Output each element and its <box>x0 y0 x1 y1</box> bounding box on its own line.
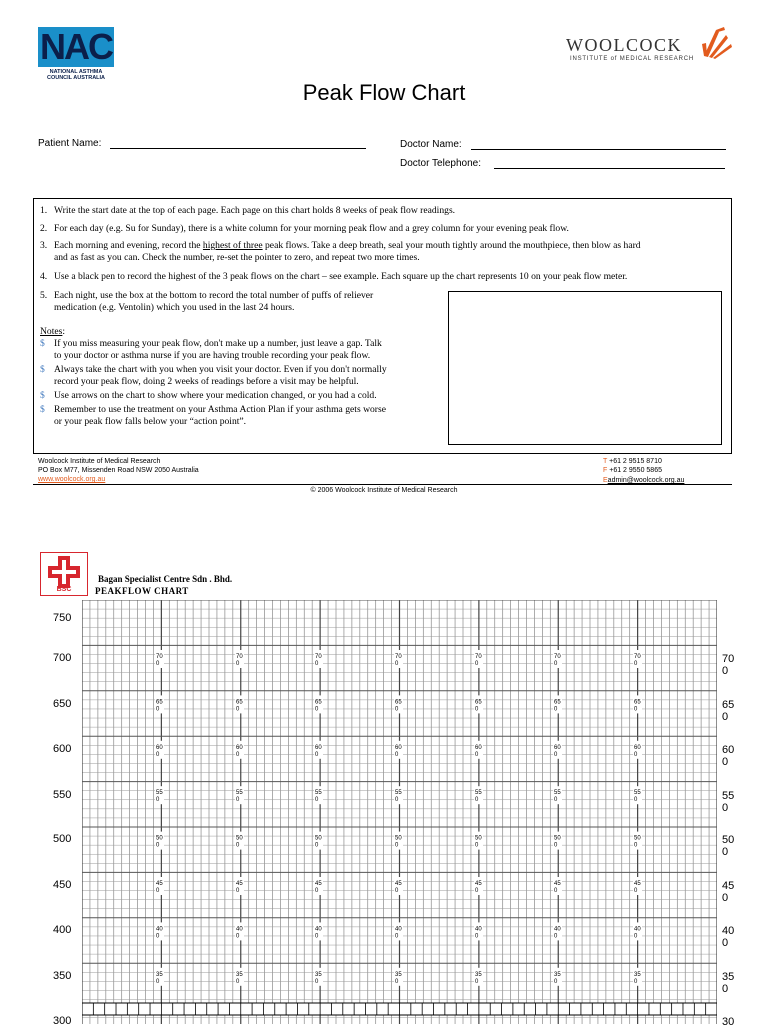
fax-label: F <box>603 467 608 474</box>
grid-label-value: 55 <box>236 790 243 797</box>
page-title: Peak Flow Chart <box>302 80 466 105</box>
instruction-text: For each day (e.g. Su for Sunday), there is a white column for your morning peak flow and a grey column for your evening peak flow. <box>54 223 569 234</box>
woolcock-logo-name: WOOLCOCK <box>566 35 682 55</box>
grid-label-value: 55 <box>156 790 163 797</box>
grid-label-value: 40 <box>156 926 163 933</box>
footer-website-link[interactable]: www.woolcock.org.au <box>38 476 106 483</box>
note-bullet-icon: $ <box>40 404 45 415</box>
bsc-logo-text: BSC <box>56 586 72 593</box>
grid-label-value: 45 <box>315 881 322 887</box>
woolcock-logo-subtitle: INSTITUTE of MEDICAL RESEARCH <box>570 56 694 62</box>
grid-label-value: 60 <box>634 744 641 751</box>
right-label-bottom: 0 <box>722 802 729 814</box>
right-label-bottom: 0 <box>722 711 729 723</box>
grid-label-value: 65 <box>554 699 561 706</box>
grid-label-suffix: 0 <box>156 706 160 713</box>
woolcock-leaf-icon <box>700 26 734 60</box>
grid-label-value: 45 <box>475 881 482 887</box>
phone-value: +61 2 9515 8710 <box>609 458 662 465</box>
grid-label-suffix: 0 <box>634 888 638 894</box>
right-label-top: 55 <box>722 790 735 802</box>
note-bullet-icon: $ <box>40 338 45 349</box>
bsc-logo <box>40 552 88 596</box>
footer-fax <box>603 466 662 475</box>
doctor-name-field[interactable] <box>471 149 726 150</box>
note-text: Use arrows on the chart to show where your medication changed, or you had a cold. <box>54 390 377 401</box>
instruction-text-part: Each morning and evening, record the <box>54 240 203 251</box>
chart-title: PEAKFLOW CHART <box>95 586 189 596</box>
doctor-telephone-field[interactable] <box>494 168 725 169</box>
grid-label-suffix: 0 <box>554 661 558 667</box>
example-box <box>448 291 722 445</box>
doctor-telephone-label: Doctor Telephone: <box>400 158 481 169</box>
grid-label-suffix: 0 <box>395 888 399 894</box>
grid-label-value: 35 <box>156 971 163 978</box>
grid-label-value: 65 <box>634 699 641 706</box>
right-label-top: 35 <box>722 971 735 983</box>
grid-label-value: 65 <box>475 699 482 706</box>
grid-label-value: 70 <box>156 654 163 660</box>
note-text: If you miss measuring your peak flow, don't make up a number, just leave a gap. Talk <box>54 338 382 349</box>
email-label: E <box>603 477 608 484</box>
note-text: Remember to use the treatment on your Asthma Action Plan if your asthma gets worse <box>54 404 386 415</box>
patient-name-label: Patient Name: <box>38 138 102 149</box>
grid-label-suffix: 0 <box>475 888 479 894</box>
grid-label-suffix: 0 <box>395 751 399 758</box>
grid-label-suffix: 0 <box>634 978 638 985</box>
right-label-450 <box>722 880 734 904</box>
grid-label-suffix: 0 <box>554 706 558 713</box>
grid-label-suffix: 0 <box>236 706 240 713</box>
grid-label-suffix: 0 <box>315 978 319 985</box>
grid-label-suffix: 0 <box>554 797 558 804</box>
patient-name-field[interactable] <box>110 148 366 149</box>
grid-label-value: 50 <box>315 835 322 842</box>
grid-label-value: 45 <box>634 881 641 887</box>
note-text-line2: record your peak flow, doing 2 weeks of readings before a visit may be helpful. <box>54 376 359 387</box>
grid-label-suffix: 0 <box>156 661 160 667</box>
grid-label-value: 45 <box>395 881 402 887</box>
grid-label-suffix: 0 <box>236 661 240 667</box>
grid-label-suffix: 0 <box>475 661 479 667</box>
notes-heading <box>40 326 65 338</box>
grid-label-value: 40 <box>634 926 641 933</box>
grid-label-suffix: 0 <box>315 751 319 758</box>
footer-phone <box>603 457 662 466</box>
right-label-550 <box>722 790 734 814</box>
grid-label-suffix: 0 <box>554 751 558 758</box>
chart-org-name: Bagan Specialist Centre Sdn . Bhd. <box>98 574 233 584</box>
grid-label-value: 65 <box>156 699 163 706</box>
grid-label-suffix: 0 <box>475 933 479 940</box>
grid-label-value: 70 <box>315 654 322 660</box>
grid-label-suffix: 0 <box>475 797 479 804</box>
grid-label-value: 55 <box>315 790 322 797</box>
grid-label-suffix: 0 <box>634 933 638 940</box>
right-label-bottom: 0 <box>722 937 729 949</box>
right-label-top: 60 <box>722 744 735 756</box>
notes-heading-colon: : <box>62 326 66 337</box>
note-2 <box>40 364 445 388</box>
grid-label-value: 50 <box>395 835 402 842</box>
grid-label-value: 35 <box>634 971 641 978</box>
grid-label-value: 60 <box>395 744 402 751</box>
grid-label-value: 45 <box>236 881 243 887</box>
y-label-700: 700 <box>53 652 72 664</box>
grid-label-suffix: 0 <box>156 751 160 758</box>
grid-label-value: 50 <box>156 835 163 842</box>
grid-label-suffix: 0 <box>554 978 558 985</box>
instruction-number: 2. <box>40 223 48 234</box>
grid-label-suffix: 0 <box>634 751 638 758</box>
grid-label-suffix: 0 <box>395 661 399 667</box>
grid-label-value: 55 <box>634 790 641 797</box>
grid-label-suffix: 0 <box>236 842 240 849</box>
grid-label-value: 35 <box>236 971 243 978</box>
grid-label-value: 55 <box>395 790 402 797</box>
right-label-600 <box>722 744 734 768</box>
instruction-2 <box>40 223 730 236</box>
grid-label-value: 40 <box>315 926 322 933</box>
grid-label-value: 65 <box>315 699 322 706</box>
y-label-600: 600 <box>53 743 72 755</box>
right-label-500 <box>722 834 734 858</box>
grid-label-value: 40 <box>554 926 561 933</box>
grid-label-suffix: 0 <box>634 842 638 849</box>
instruction-number: 4. <box>40 271 48 282</box>
woolcock-logo <box>566 26 736 68</box>
grid-label-value: 70 <box>634 654 641 660</box>
grid-label-value: 50 <box>236 835 243 842</box>
notes-heading-text: Notes <box>40 326 63 337</box>
grid-label-suffix: 0 <box>395 933 399 940</box>
grid-label-value: 35 <box>395 971 402 978</box>
right-label-700 <box>722 653 734 677</box>
email-link[interactable]: admin@woolcock.org.au <box>607 477 685 484</box>
grid-label-suffix: 0 <box>236 797 240 804</box>
grid-label-suffix: 0 <box>315 842 319 849</box>
grid-label-value: 50 <box>554 835 561 842</box>
right-label-bottom: 0 <box>722 846 729 858</box>
grid-label-suffix: 0 <box>315 661 319 667</box>
nac-logo-mark <box>38 27 114 67</box>
grid-label-suffix: 0 <box>156 978 160 985</box>
right-label-top: 65 <box>722 699 735 711</box>
grid-label-suffix: 0 <box>236 888 240 894</box>
right-label-650 <box>722 699 734 723</box>
grid-label-value: 40 <box>236 926 243 933</box>
grid-label-suffix: 0 <box>554 933 558 940</box>
grid-label-suffix: 0 <box>554 842 558 849</box>
instruction-emphasis: highest of three <box>202 240 263 251</box>
grid-label-suffix: 0 <box>156 797 160 804</box>
grid-label-value: 35 <box>475 971 482 978</box>
instruction-text: Use a black pen to record the highest of the 3 peak flows on the chart – see example. Each square up the chart represents 10 on your peak flow meter. <box>54 271 628 282</box>
instruction-3 <box>40 240 730 266</box>
peakflow-grid[interactable] <box>82 600 717 1024</box>
grid-label-suffix: 0 <box>475 751 479 758</box>
footer-copyright: © 2006 Woolcock Institute of Medical Research <box>310 487 458 494</box>
grid-label-suffix: 0 <box>236 978 240 985</box>
footer-address: PO Box M77, Missenden Road NSW 2050 Australia <box>38 467 199 474</box>
instruction-text-line2: and as fast as you can. Check the number, re-set the pointer to zero, and repeat two more times. <box>54 252 420 263</box>
grid-label-suffix: 0 <box>395 797 399 804</box>
right-label-top: 50 <box>722 834 735 846</box>
grid-label-suffix: 0 <box>315 933 319 940</box>
note-3 <box>40 390 445 402</box>
grid-label-suffix: 0 <box>395 978 399 985</box>
grid-label-value: 60 <box>156 744 163 751</box>
y-label-650: 650 <box>53 698 72 710</box>
grid-label-suffix: 0 <box>634 706 638 713</box>
reliever-puffs-row[interactable] <box>82 1003 717 1015</box>
note-text-line2: or your peak flow falls below your “action point”. <box>54 416 247 427</box>
instruction-text-line2: medication (e.g. Ventolin) which you used in the last 24 hours. <box>54 302 295 313</box>
doctor-name-label: Doctor Name: <box>400 139 462 150</box>
grid-label-suffix: 0 <box>315 797 319 804</box>
y-label-300: 300 <box>53 1015 72 1027</box>
instruction-number: 3. <box>40 240 48 251</box>
right-label-top: 30 <box>722 1016 735 1028</box>
grid-label-value: 70 <box>554 654 561 660</box>
grid-label-suffix: 0 <box>315 706 319 713</box>
grid-label-value: 50 <box>475 835 482 842</box>
note-bullet-icon: $ <box>40 364 45 375</box>
nac-logo <box>38 27 114 79</box>
grid-label-value: 45 <box>554 881 561 887</box>
grid-label-value: 60 <box>554 744 561 751</box>
instruction-number: 5. <box>40 290 48 301</box>
right-label-350 <box>722 971 734 995</box>
grid-label-value: 60 <box>315 744 322 751</box>
grid-label-value: 45 <box>156 881 163 887</box>
grid-label-value: 65 <box>236 699 243 706</box>
instruction-text <box>54 240 641 252</box>
grid-label-value: 70 <box>475 654 482 660</box>
grid-label-value: 40 <box>395 926 402 933</box>
grid-label-suffix: 0 <box>554 888 558 894</box>
footer-divider <box>33 484 732 485</box>
grid-label-value: 35 <box>554 971 561 978</box>
grid-label-suffix: 0 <box>395 706 399 713</box>
y-label-500: 500 <box>53 833 72 845</box>
right-label-top: 40 <box>722 925 735 937</box>
fax-value: +61 2 9550 5865 <box>609 467 662 474</box>
right-label-300 <box>722 1016 734 1028</box>
right-label-bottom: 0 <box>722 665 729 677</box>
instruction-1 <box>40 205 730 218</box>
grid-label-suffix: 0 <box>634 797 638 804</box>
grid-label-suffix: 0 <box>475 842 479 849</box>
grid-label-value: 55 <box>554 790 561 797</box>
instruction-5 <box>40 290 440 316</box>
nac-logo-subtitle: NATIONAL ASTHMA COUNCIL AUSTRALIA <box>46 69 106 81</box>
grid-label-suffix: 0 <box>475 978 479 985</box>
nac-logo-letters: NAC <box>40 27 112 67</box>
grid-label-value: 70 <box>395 654 402 660</box>
note-text: Always take the chart with you when you visit your doctor. Even if you don't normally <box>54 364 387 375</box>
grid-label-suffix: 0 <box>475 706 479 713</box>
grid-label-suffix: 0 <box>395 842 399 849</box>
grid-label-suffix: 0 <box>236 933 240 940</box>
grid-label-suffix: 0 <box>156 888 160 894</box>
grid-label-suffix: 0 <box>156 842 160 849</box>
y-label-450: 450 <box>53 879 72 891</box>
grid-label-value: 70 <box>236 654 243 660</box>
note-4 <box>40 404 445 428</box>
right-label-top: 70 <box>722 653 735 665</box>
right-label-bottom: 0 <box>722 756 729 768</box>
right-label-bottom: 0 <box>722 983 729 995</box>
grid-label-suffix: 0 <box>156 933 160 940</box>
instruction-number: 1. <box>40 205 48 216</box>
right-label-400 <box>722 925 734 949</box>
grid-label-value: 55 <box>475 790 482 797</box>
grid-label-suffix: 0 <box>634 661 638 667</box>
grid-label-value: 50 <box>634 835 641 842</box>
y-label-350: 350 <box>53 970 72 982</box>
instruction-text: Write the start date at the top of each page. Each page on this chart holds 8 weeks of peak flow readings. <box>54 205 456 216</box>
grid-label-suffix: 0 <box>315 888 319 894</box>
grid-label-value: 60 <box>236 744 243 751</box>
phone-label: T <box>603 458 608 465</box>
grid-label-value: 35 <box>315 971 322 978</box>
y-label-550: 550 <box>53 789 72 801</box>
right-label-bottom: 0 <box>722 892 729 904</box>
instruction-text-part: peak flows. Take a deep breath, seal your mouth tightly around the mouthpiece, then blow as hard <box>262 240 641 251</box>
instruction-text: Each night, use the box at the bottom to record the total number of puffs of reliever <box>54 290 374 301</box>
grid-label-value: 40 <box>475 926 482 933</box>
y-label-400: 400 <box>53 924 72 936</box>
grid-label-value: 65 <box>395 699 402 706</box>
note-bullet-icon: $ <box>40 390 45 401</box>
instruction-4 <box>40 271 730 284</box>
grid-label-suffix: 0 <box>236 751 240 758</box>
footer-org: Woolcock Institute of Medical Research <box>38 458 161 465</box>
right-label-top: 45 <box>722 880 735 892</box>
grid-label-value: 60 <box>475 744 482 751</box>
note-text-line2: to your doctor or asthma nurse if you are having trouble recording your peak flow. <box>54 350 371 361</box>
note-1 <box>40 338 445 362</box>
y-label-750: 750 <box>53 612 72 624</box>
